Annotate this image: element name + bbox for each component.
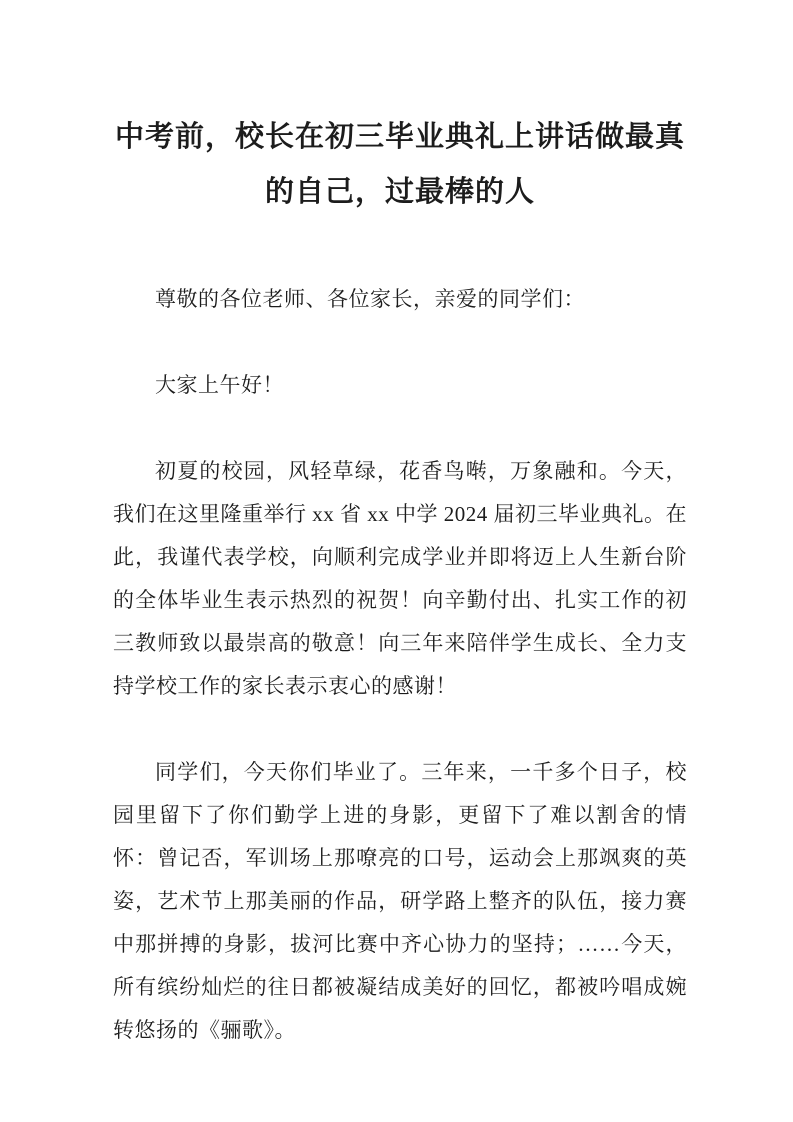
paragraph-salutation: 尊敬的各位老师、各位家长，亲爱的同学们： <box>155 287 585 311</box>
paragraph-opening-congratulations: 初夏的校园，风轻草绿，花香鸟啭，万象融和。今天，我们在这里隆重举行 xx 省 xx 中学 2024 届初三毕业典礼。在此，我谨代表学校，向顺利完成学业并即将迈上人生新台阶的全体毕业生表示热烈的祝贺！向辛勤付出、扎实工作的初三教师致以最崇高的敬意！向三年来陪伴学生成长、全力支持学校工作的家长表示衷心的感谢！ <box>113 459 687 698</box>
paragraph-campus-memories: 同学们，今天你们毕业了。三年来，一千多个日子，校园里留下了你们勤学上进的身影，更留下了难以割舍的情怀：曾记否，军训场上那嘹亮的口号，运动会上那飒爽的英姿，艺术节上那美丽的作品，研学路上整齐的队伍，接力赛中那拼搏的身影，拔河比赛中齐心协力的坚持；……今天，所有缤纷灿烂的往日都被凝结成美好的回忆，都被吟唱成婉转悠扬的《骊歌》。 <box>113 760 687 1042</box>
document-title: 中考前，校长在初三毕业典礼上讲话做最真的自己，过最棒的人 <box>114 121 685 208</box>
document-body <box>113 278 687 1052</box>
paragraph-greeting: 大家上午好！ <box>155 373 284 397</box>
